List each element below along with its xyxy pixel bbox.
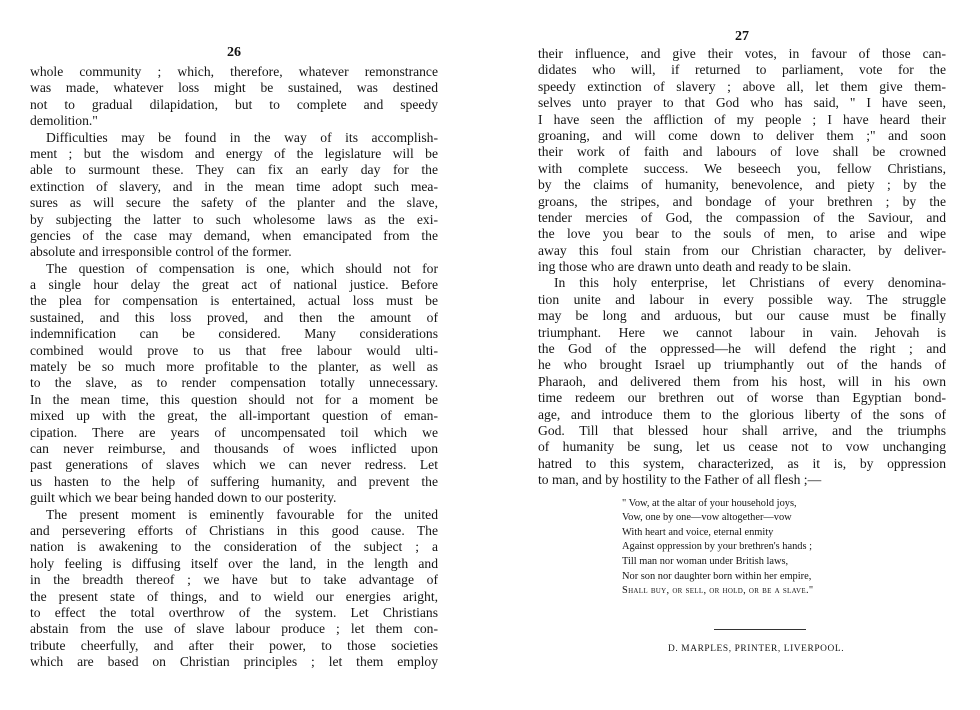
text-line: past generations of slaves which we can never redress. Let xyxy=(30,457,438,473)
text-line: absolute and irresponsible control of the former. xyxy=(30,244,292,260)
text-line: I have seen the affliction of my people ; I have heard their xyxy=(538,111,946,127)
text-line: and persevering efforts of Christians in this good cause. The xyxy=(30,522,438,538)
text-line: tribute cheerfully, and after their power, to those societies xyxy=(30,637,438,653)
poem-line: Against oppression by your brethren's hands ; xyxy=(622,541,813,553)
text-line: In this holy enterprise, let Christians of every denomina- xyxy=(554,275,946,291)
text-line: sustained, and this loss proved, and then the amount of xyxy=(30,309,438,325)
text-line: combined would prove to us that free labour would ulti- xyxy=(30,342,438,358)
text-line: speedy extinction of slavery ; above all, let them give them- xyxy=(538,78,946,94)
text-line: able to surmount these. They can fix an early day for the xyxy=(30,162,438,178)
left-page-body xyxy=(30,64,438,670)
text-line: the present state of things, and to wield our energies aright, xyxy=(30,588,438,604)
page-number: 27 xyxy=(735,29,749,44)
poem-line: Nor son nor daughter born within her empire, xyxy=(622,570,812,582)
page-number: 26 xyxy=(227,45,241,60)
text-line: Pharaoh, and delivered them from his host, will in his own xyxy=(538,373,946,389)
text-line: gencies of the case may demand, when emancipated from the xyxy=(30,227,438,243)
text-line: by subjecting the latter to such wholesome laws as the exi- xyxy=(30,211,438,227)
text-line: can never reimburse, and thousands of woes inflicted upon xyxy=(30,440,438,456)
text-line: age, and introduce them to the glorious liberty of the sons of xyxy=(538,406,946,422)
text-line: to effect the total overthrow of the system. Let Christians xyxy=(30,604,438,620)
left-page xyxy=(30,0,438,670)
text-line: tion unite and labour in every possible way. The struggle xyxy=(538,291,946,307)
text-line: didates who will, if returned to parliament, vote for the xyxy=(538,62,946,78)
divider-rule xyxy=(714,629,806,630)
text-line: Difficulties may be found in the way of its accomplish- xyxy=(46,129,438,145)
text-line: nation is awakening to the consideration of the subject ; a xyxy=(30,539,438,555)
text-line: in the breadth thereof ; we have but to take advantage of xyxy=(30,572,438,588)
poem-line: Vow, one by one—vow altogether—vow xyxy=(622,512,792,524)
text-line: mately be so much more profitable to the planter, as well as xyxy=(30,359,438,375)
text-line: triumphant. Here we cannot labour in vain. Jehovah is xyxy=(538,324,946,340)
text-line: God. Till that blessed hour shall arrive, and the triumphs xyxy=(538,422,946,438)
poem-line: With heart and voice, eternal enmity xyxy=(622,526,774,538)
text-line: of humanity be sung, let us cease not to vow unchanging xyxy=(538,439,946,455)
poem-line: " Vow, at the altar of your household joys, xyxy=(622,497,797,509)
text-line: sures as will secure the safety of the planter and the slave, xyxy=(30,195,438,211)
text-line: extinction of slavery, and in the mean time adopt such mea- xyxy=(30,178,438,194)
text-line: In the mean time, this question should not for a moment be xyxy=(30,391,438,407)
text-line: selves unto prayer to that God who has said, " I have seen, xyxy=(538,95,946,111)
text-line: groaning, and will come down to deliver them ;" and soon xyxy=(538,127,946,143)
text-line: the plea for compensation is entertained, actual loss must be xyxy=(30,293,438,309)
text-line: time redeem our brethren out of worse than Egyptian bond- xyxy=(538,390,946,406)
text-line: the love you bear to the souls of men, to arise and wipe xyxy=(538,226,946,242)
text-line: the God of the oppressed—he will defend the right ; and xyxy=(538,341,946,357)
text-line: abstain from the use of slave labour produce ; let them con- xyxy=(30,621,438,637)
printer-imprint: D. MARPLES, PRINTER, LIVERPOOL. xyxy=(668,643,845,654)
text-line: to the slave, as to render compensation totally unnecessary. xyxy=(30,375,438,391)
text-line: hatred to this system, characterized, as it is, by oppression xyxy=(538,455,946,471)
text-line: ment ; but the wisdom and energy of the legislature will be xyxy=(30,145,438,161)
text-line: a single hour delay the great act of national justice. Before xyxy=(30,277,438,293)
text-line: The question of compensation is one, which should not for xyxy=(46,260,438,276)
text-line: was made, whatever loss might be sustained, was destined xyxy=(30,80,438,96)
text-line: away this foul stain from our Christian character, by deliver- xyxy=(538,242,946,258)
text-line: ing those who are drawn unto death and ready to be slain. xyxy=(538,259,852,275)
text-line: to man, and by hostility to the Father of all flesh ;— xyxy=(538,472,822,488)
text-line: groans, the stripes, and bondage of your brethren ; by the xyxy=(538,193,946,209)
text-line: their influence, and give their votes, in favour of those can- xyxy=(538,46,946,61)
text-line: he who brought Israel up triumphantly out of the hands of xyxy=(538,357,946,373)
poem-line: Shall buy, or sell, or hold, or be a slave." xyxy=(622,585,814,597)
text-line: The present moment is eminently favourable for the united xyxy=(46,506,438,522)
text-line: guilt which we bear being handed down to our posterity. xyxy=(30,490,337,506)
text-line: us hasten to the help of suffering humanity, and prevent the xyxy=(30,473,438,489)
text-line: indemnification can be considered. Many considerations xyxy=(30,326,438,342)
poem-quotation xyxy=(622,497,932,599)
text-line: tender mercies of God, the compassion of the Saviour, and xyxy=(538,209,946,225)
text-line: demolition." xyxy=(30,113,98,129)
right-page xyxy=(538,0,946,654)
text-line: by the claims of humanity, benevolence, and piety ; by the xyxy=(538,177,946,193)
text-line: whole community ; which, therefore, whatever remonstrance xyxy=(30,64,438,79)
text-line: their work of faith and labours of love shall be crowned xyxy=(538,144,946,160)
text-line: may be long and arduous, but our cause must be finally xyxy=(538,308,946,324)
right-page-body xyxy=(538,46,946,489)
text-line: holy feeling is diffusing itself over the land, in the length and xyxy=(30,555,438,571)
text-line: cipation. There are years of uncompensated toil which we xyxy=(30,424,438,440)
text-line: which are based on Christian principles ; let them employ xyxy=(30,654,438,670)
text-line: with complete success. We beseech you, fellow Christians, xyxy=(538,160,946,176)
text-line: not to gradual dilapidation, but to complete and speedy xyxy=(30,96,438,112)
poem-line: Till man nor woman under British laws, xyxy=(622,555,789,567)
text-line: mixed up with the great, the all-important question of eman- xyxy=(30,408,438,424)
